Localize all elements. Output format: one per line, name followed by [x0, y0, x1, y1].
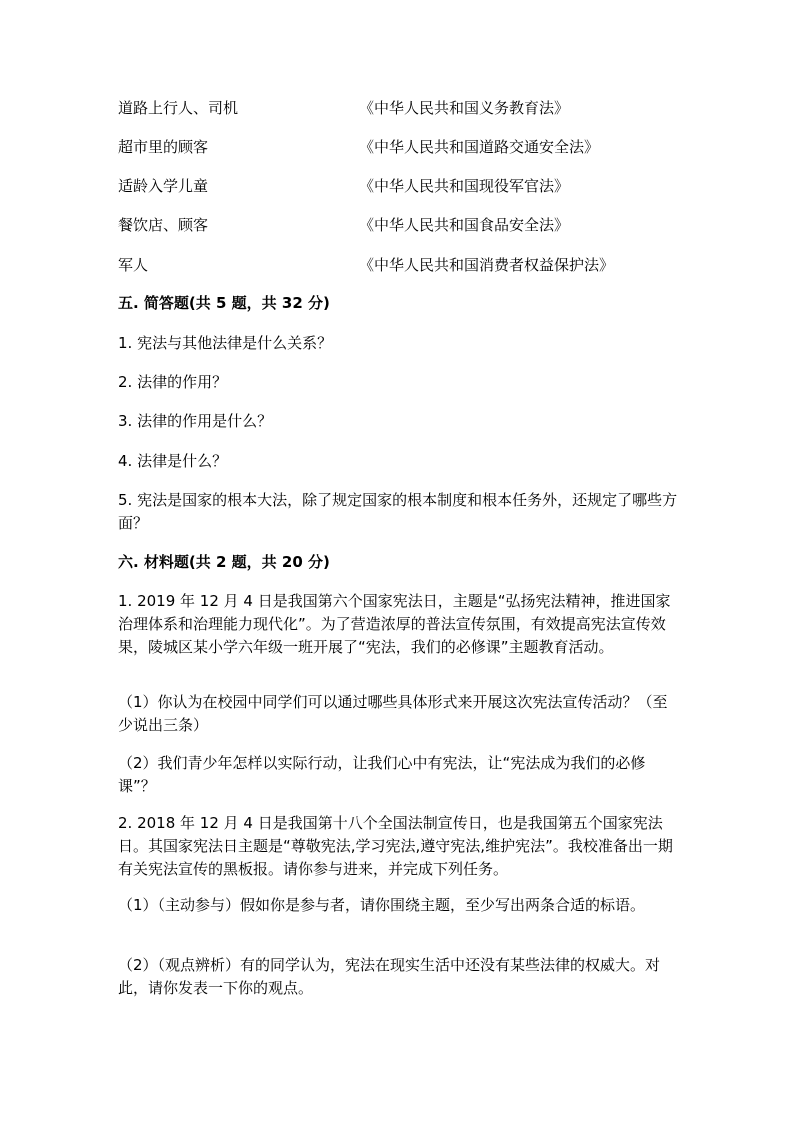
matching-row	[118, 214, 718, 236]
matching-left-item: 适龄入学儿童	[118, 177, 209, 195]
matching-right-item: 《中华人民共和国义务教育法》	[359, 99, 570, 117]
matching-left-item: 军人	[118, 256, 149, 274]
material-question-1-sub-2: （2）我们青少年怎样以实际行动，让我们心中有宪法，让“宪法成为我们的必修课”？	[118, 754, 646, 795]
matching-right-item: 《中华人民共和国现役军官法》	[359, 177, 570, 195]
matching-left-item: 餐饮店、顾客	[118, 216, 209, 234]
matching-row	[118, 136, 718, 158]
matching-right-item: 《中华人民共和国道路交通安全法》	[359, 138, 600, 156]
material-question-2-sub-1: （1）（主动参与）假如你是参与者，请你围绕主题，至少写出两条合适的标语。	[118, 896, 646, 914]
question-item: 5. 宪法是国家的根本大法，除了规定国家的根本制度和根本任务外，还规定了哪些方面？	[118, 491, 678, 532]
question-item: 2. 法律的作用？	[118, 373, 228, 391]
material-question-1-sub-1: （1）你认为在校园中同学们可以通过哪些具体形式来开展这次宪法宣传活动？（至少说出三条）	[118, 693, 668, 734]
matching-left-item: 超市里的顾客	[118, 138, 209, 156]
section-title-short-answer: 五. 简答题(共 5 题，共 32 分)	[118, 294, 330, 312]
section-title-material: 六. 材料题(共 2 题，共 20 分)	[118, 553, 330, 571]
material-question-2: 2. 2018 年 12 月 4 日是我国第十八个全国法制宣传日，也是我国第五个国家宪法日。其国家宪法日主题是“尊敬宪法,学习宪法,遵守宪法,维护宪法”。我校准备出一期有关宪法宣传的黑板报。请你参与进来，并完成下列任务。	[118, 814, 673, 878]
matching-right-item: 《中华人民共和国食品安全法》	[359, 216, 570, 234]
material-question-1: 1. 2019 年 12 月 4 日是我国第六个国家宪法日，主题是“弘扬宪法精神，推进国家治理体系和治理能力现代化”。为了营造浓厚的普法宣传氛围，有效提高宪法宣传效果，陵城区某小学六年级一班开展了“宪法，我们的必修课”主题教育活动。	[118, 592, 671, 656]
matching-left-item: 道路上行人、司机	[118, 99, 239, 117]
question-item: 1. 宪法与其他法律是什么关系？	[118, 334, 333, 352]
question-item: 3. 法律的作用是什么？	[118, 412, 273, 430]
matching-row	[118, 97, 718, 119]
matching-row	[118, 175, 718, 197]
matching-right-item: 《中华人民共和国消费者权益保护法》	[359, 256, 615, 274]
matching-row	[118, 254, 718, 276]
material-question-2-sub-2: （2）（观点辨析）有的同学认为，宪法在现实生活中还没有某些法律的权威大。对此，请你发表一下你的观点。	[118, 956, 661, 997]
question-item: 4. 法律是什么？	[118, 452, 228, 470]
